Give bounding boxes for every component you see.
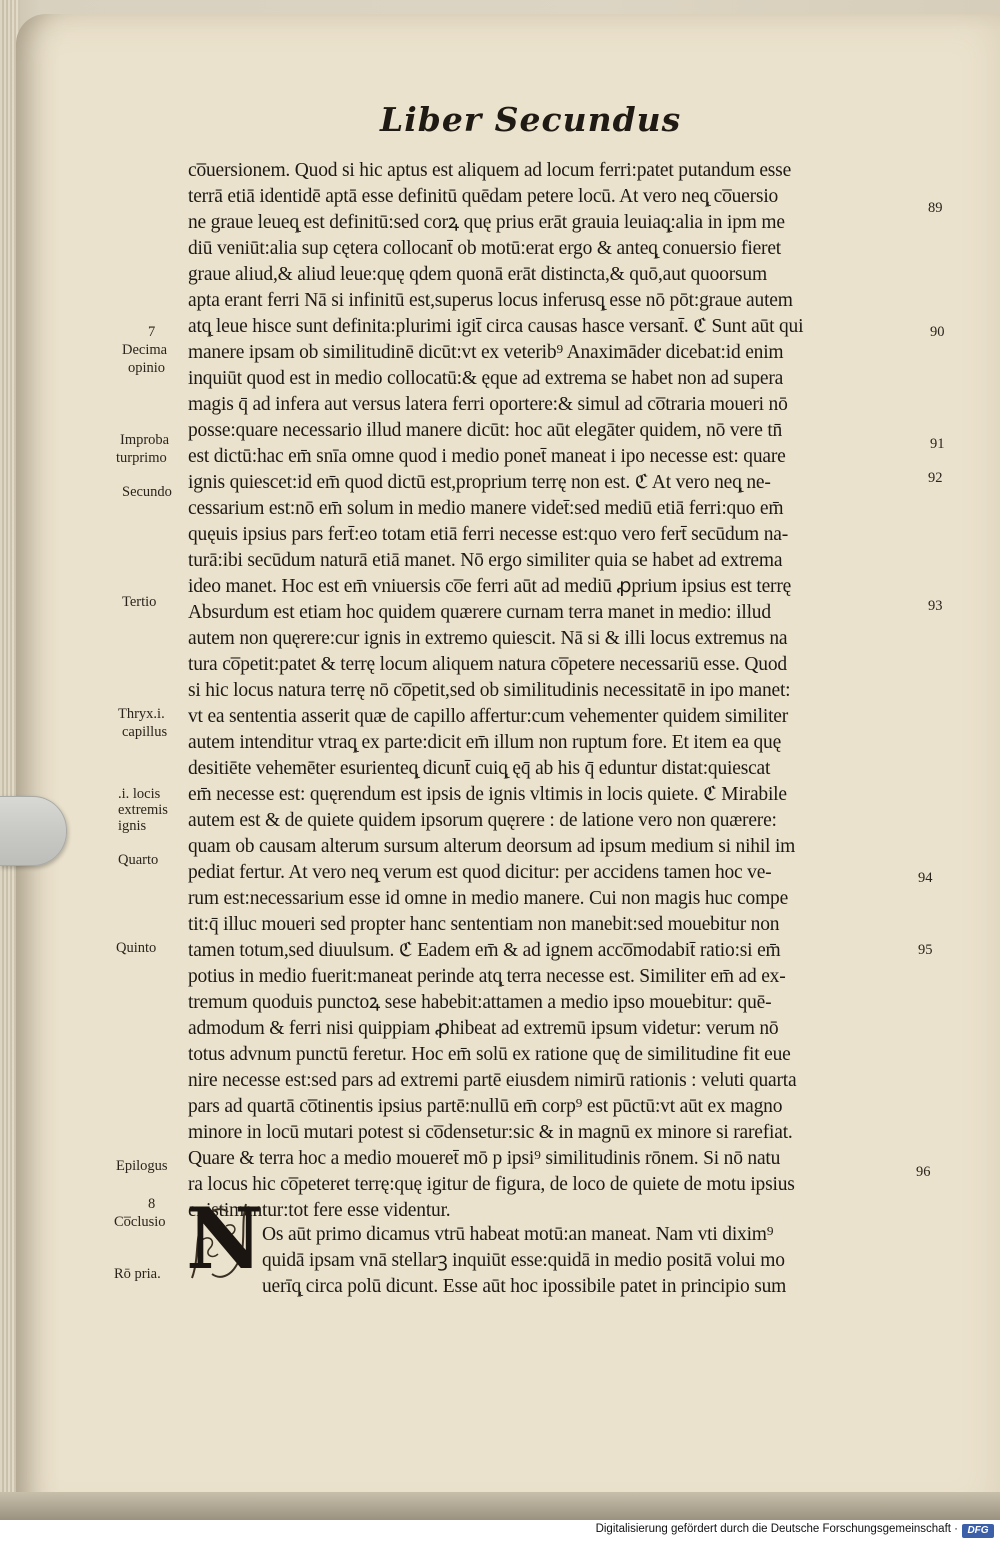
text-line: quęuis ipsius pars fert̄:eo totam etiā ferri necesse est:quo vero fert̄ secūdum na- xyxy=(188,524,789,545)
text-line: potius in medio fuerit:maneat perinde atq̨ terra necesse est. Similiter em̄ ad ex- xyxy=(188,966,786,987)
text-line: em̄ necesse est: quęrendum est ipsis de ignis vltimis in locis quiete. ℭ Mirabile xyxy=(188,784,787,805)
text-line: desitiēte vehemēter esurienteq̨ dicunt̄ cuiq̨ ęq̄ ab his q̄ eduntur distat:quiescat xyxy=(188,758,771,779)
book-bottom-edge xyxy=(0,1492,1000,1520)
margin-number: 94 xyxy=(918,870,933,886)
margin-number: 95 xyxy=(918,942,933,958)
marginal-note: Improba xyxy=(120,432,170,448)
marginal-note: turprimo xyxy=(116,450,167,466)
marginal-note: Rō pria. xyxy=(114,1266,161,1282)
text-line: magis q̄ ad infera aut versus latera ferri oportere:& simul ad co̅traria moueri nō xyxy=(188,394,788,415)
text-line: pars ad quartā co̅tinentis ipsius partē:nullū em̄ corp⁹ est pūctū:vt aūt ex magno xyxy=(188,1096,783,1117)
margin-number: 89 xyxy=(928,200,943,216)
text-line: totus advnum punctū feretur. Hoc em̄ solū ex ratione quę de similitudine fit eue xyxy=(188,1044,791,1065)
text-line: Absurdum est etiam hoc quidem quærere curnam terra manet in medio: illud xyxy=(188,602,771,623)
text-line: graue aliud,& aliud leue:quę qdem quonā erāt distincta,& quō,aut quoorsum xyxy=(188,264,767,285)
text-line: Os aūt primo dicamus vtrū habeat motū:an maneat. Nam vti dixim⁹ xyxy=(262,1224,774,1245)
text-line: ideo manet. Hoc est em̄ vniuersis co̅e ferri aūt ad mediū ꝓprium ipsius est terrę xyxy=(188,576,792,597)
marginal-note: .i. locis xyxy=(118,786,161,802)
text-line: diū veniūt:alia sup cętera collocant̄ ob motū:erat ergo & anteq̨ conuersio fieret xyxy=(188,238,781,259)
marginal-note: Quinto xyxy=(116,940,157,956)
text-line: posse:quare necessario illud manere dicūt: hoc aūt elegāter quidem, nō vere tn̄ xyxy=(188,420,783,441)
text-line: minore in locū mutari potest si co̅densetur:sic & in magnū ex minore si rarefiat. xyxy=(188,1122,793,1143)
margin-number: 92 xyxy=(928,470,943,486)
marginal-note: extremis xyxy=(118,802,168,818)
text-line: inquiūt quod est in medio collocatū:& ęque ad extrema se habet non ad supera xyxy=(188,368,784,389)
text-line: uerīq̨ circa polū dicunt. Esse aūt hoc ipossibile patet in principio sum xyxy=(262,1276,787,1297)
margin-number: 91 xyxy=(930,436,945,452)
text-line: co̅uersionem. Quod si hic aptus est aliquem ad locum ferri:patet putandum esse xyxy=(188,160,792,181)
text-line: rum est:necessarium esse id omne in medio manere. Cui non magis huc compe xyxy=(188,888,789,909)
text-line: quam ob causam alterum sursum alterum deorsum ad ipsum medium si nihil im xyxy=(188,836,796,857)
text-line: cessarium est:nō em̄ solum in medio manere videt̄:sed mediū etiā ferri:quo em̄ xyxy=(188,498,784,519)
text-line: autem est & de quiete quidem ipsorum quęrere : de latione vero non quærere: xyxy=(188,810,777,831)
marginal-note: 8 xyxy=(148,1196,156,1212)
text-line: ra locus hic co̅peteret terrę:quę igitur de figura, de loco de quiete de motu ipsius xyxy=(188,1174,795,1195)
marginal-note: capillus xyxy=(122,724,168,740)
text-line: atq̨ leue hisce sunt definita:plurimi igit̄ circa causas hasce versant̄. ℭ Sunt aūt qui xyxy=(188,316,804,337)
text-line: autem intenditur vtraq̨ ex parte:dicit em̄ illum non ruptum fore. Et item ea quę xyxy=(188,732,782,753)
text-line: tamen totum,sed diuulsum. ℭ Eadem em̄ & ad ignem acco̅modabit̄ ratio:si em̄ xyxy=(188,940,781,961)
drop-cap-letter: N xyxy=(186,1189,263,1288)
text-line: Quare & terra hoc a medio moueret̄ mō p ipsi⁹ similitudinis rōnem. Si nō natu xyxy=(188,1148,781,1169)
text-line: si hic locus natura terrę nō co̅petit,sed ob similitudinis necessitatē in ipo manet: xyxy=(188,680,791,701)
decorated-initial xyxy=(186,1189,263,1288)
text-line: pediat fertur. At vero neq̨ verum est quod dicitur: per accidens tamen hoc ve- xyxy=(188,862,772,883)
text-line: tremum quoduis punctoꝝ sese habebit:attamen a medio ipso mouebitur: quē- xyxy=(188,992,772,1013)
marginal-note: Quarto xyxy=(118,852,159,868)
footer-credit: Digitalisierung gefördert durch die Deutsche Forschungsgemeinschaft · xyxy=(595,1523,958,1535)
text-line: apta erant ferri Nā si infinitū est,superus locus inferusq̨ esse nō pōt:graue autem xyxy=(188,290,793,311)
margin-number: 90 xyxy=(930,324,945,340)
text-line: existimantur:tot fere esse videntur. xyxy=(188,1200,451,1221)
marginal-note: Secundo xyxy=(122,484,172,500)
marginal-note: Epilogus xyxy=(116,1158,168,1174)
marginal-note: Tertio xyxy=(122,594,157,610)
marginal-note: 7 xyxy=(148,324,156,340)
text-line: manere ipsam ob similitudinē dicūt:vt ex veterib⁹ Anaximāder dicebat:id enim xyxy=(188,342,784,363)
running-head: Liber Secundus xyxy=(380,100,682,139)
digitization-footer xyxy=(0,1520,1000,1542)
marginal-note: Decima xyxy=(122,342,168,358)
marginal-note: Co̅clusio xyxy=(114,1214,166,1230)
text-line: est dictū:hac em̄ snīa omne quod i medio ponet̄ maneat i ipo necesse est: quare xyxy=(188,446,786,467)
text-line: terrā etiā identidē aptā esse definitū quēdam petere locū. At vero neq̨ co̅uersio xyxy=(188,186,779,207)
text-line: admodum & ferri nisi quippiam ꝓhibeat ad extremū ipsum videtur: verum nō xyxy=(188,1018,779,1039)
text-line: tit:q̄ illuc moueri sed propter hanc sententiam non manebit:sed mouebitur non xyxy=(188,914,780,935)
text-line: autem non quęrere:cur ignis in extremo quiescit. Nā si & illi locus extremus na xyxy=(188,628,788,649)
margin-number: 93 xyxy=(928,598,943,614)
text-line: nire necesse est:sed pars ad extremi partē eiusdem nimirū rationis : veluti quarta xyxy=(188,1070,797,1091)
text-line: ne graue leueq̨ est definitū:sed corꝝ quę prius erāt grauia leuiaq̨:alia in ipm me xyxy=(188,212,785,233)
text-line: vt ea sententia asserit quæ de capillo affertur:cum vehementer quidem similiter xyxy=(188,706,789,727)
marginal-note: ignis xyxy=(118,818,147,834)
text-line: quidā ipsam vnā stellarꝫ inquiūt esse:quidā in medio positā volui mo xyxy=(262,1250,785,1271)
marginal-note: opinio xyxy=(128,360,166,376)
text-line: turā:ibi secūdum naturā etiā manet. Nō ergo similiter quia se habet ad extrema xyxy=(188,550,783,571)
margin-number: 96 xyxy=(916,1164,931,1180)
text-line: tura co̅petit:patet & terrę locum aliquem natura co̅petere necessariū esse. Quod xyxy=(188,654,787,675)
text-line: ignis quiescet:id em̄ quod dictū est,proprium terrę non est. ℭ At vero neq̨ ne- xyxy=(188,472,771,493)
dfg-logo-icon: DFG xyxy=(962,1524,994,1538)
marginal-note: Thryx.i. xyxy=(118,706,165,722)
